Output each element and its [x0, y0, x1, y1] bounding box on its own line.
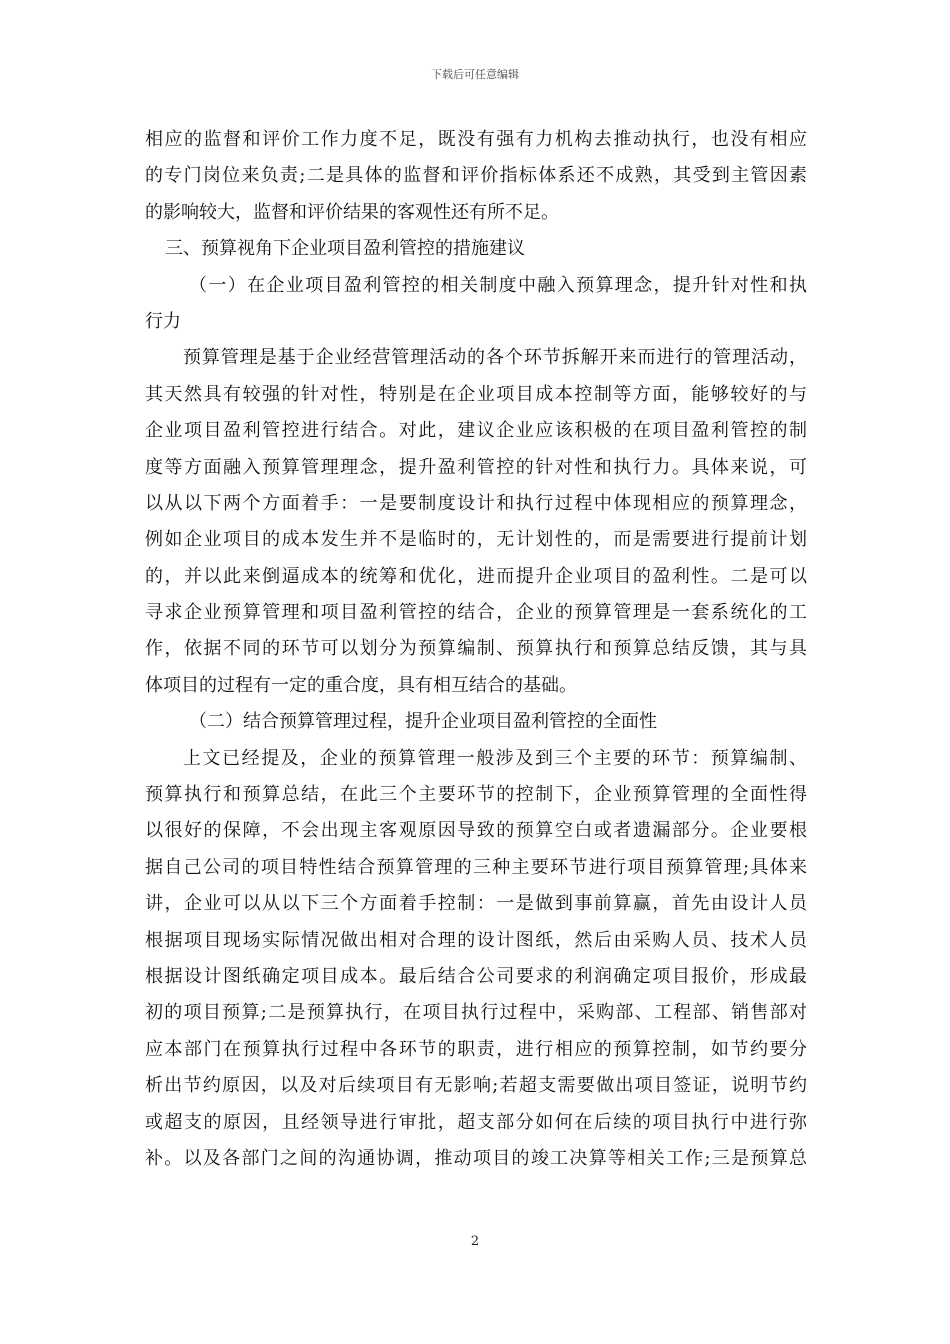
- body-line: 作，依据不同的环节可以划分为预算编制、预算执行和预算总结反馈，其与具: [145, 638, 807, 660]
- body-line: 根据设计图纸确定项目成本。最后结合公司要求的利润确定项目报价，形成最: [145, 965, 807, 987]
- body-line: 析出节约原因，以及对后续项目有无影响;若超支需要做出项目签证，说明节约: [145, 1075, 807, 1097]
- body-line: 或超支的原因，且经领导进行审批，超支部分如何在后续的项目执行中进行弥: [145, 1111, 807, 1133]
- body-line: 其天然具有较强的针对性，特别是在企业项目成本控制等方面，能够较好的与: [145, 383, 807, 405]
- body-line: 根据项目现场实际情况做出相对合理的设计图纸，然后由采购人员、技术人员: [145, 929, 807, 951]
- section-heading: 三、预算视角下企业项目盈利管控的措施建议: [165, 238, 525, 260]
- body-line: 的影响较大，监督和评价结果的客观性还有所不足。: [145, 201, 559, 223]
- paragraph-first-line: 上文已经提及，企业的预算管理一般涉及到三个主要的环节：预算编制、: [183, 747, 807, 769]
- page-header: 下载后可任意编辑: [431, 68, 519, 81]
- body-line: 的，并以此来倒逼成本的统筹和优化，进而提升企业项目的盈利性。二是可以: [145, 565, 807, 587]
- body-line: 讲，企业可以从以下三个方面着手控制：一是做到事前算赢，首先由设计人员: [145, 893, 807, 915]
- subsection-heading-cont: 行力: [145, 310, 181, 332]
- body-line: 应本部门在预算执行过程中各环节的职责，进行相应的预算控制，如节约要分: [145, 1038, 807, 1060]
- body-line: 的专门岗位来负责;二是具体的监督和评价指标体系还不成熟，其受到主管因素: [145, 165, 807, 187]
- page-number: 2: [470, 1234, 480, 1249]
- body-line: 以从以下两个方面着手：一是要制度设计和执行过程中体现相应的预算理念，: [145, 492, 807, 514]
- body-line: 例如企业项目的成本发生并不是临时的，无计划性的，而是需要进行提前计划: [145, 529, 807, 551]
- subsection-heading: （二）结合预算管理过程，提升企业项目盈利管控的全面性: [189, 711, 657, 733]
- body-line: 寻求企业预算管理和项目盈利管控的结合，企业的预算管理是一套系统化的工: [145, 602, 807, 624]
- body-line: 体项目的过程有一定的重合度，具有相互结合的基础。: [145, 674, 577, 696]
- body-line: 据自己公司的项目特性结合预算管理的三种主要环节进行项目预算管理;具体来: [145, 856, 807, 878]
- body-line: 预算执行和预算总结，在此三个主要环节的控制下，企业预算管理的全面性得: [145, 784, 807, 806]
- document-body: [145, 122, 807, 1177]
- body-line: 以很好的保障，不会出现主客观原因导致的预算空白或者遗漏部分。企业要根: [145, 820, 807, 842]
- body-line: 度等方面融入预算管理理念，提升盈利管控的针对性和执行力。具体来说，可: [145, 456, 807, 478]
- body-line: 初的项目预算;二是预算执行，在项目执行过程中，采购部、工程部、销售部对: [145, 1002, 807, 1024]
- body-line: 相应的监督和评价工作力度不足，既没有强有力机构去推动执行，也没有相应: [145, 129, 807, 150]
- body-line: 企业项目盈利管控进行结合。对此，建议企业应该积极的在项目盈利管控的制: [145, 420, 807, 442]
- paragraph-first-line: 预算管理是基于企业经营管理活动的各个环节拆解开来而进行的管理活动，: [183, 347, 807, 369]
- subsection-heading: （一）在企业项目盈利管控的相关制度中融入预算理念，提升针对性和执: [189, 274, 807, 296]
- body-line: 补。以及各部门之间的沟通协调，推动项目的竣工决算等相关工作;三是预算总: [145, 1147, 807, 1169]
